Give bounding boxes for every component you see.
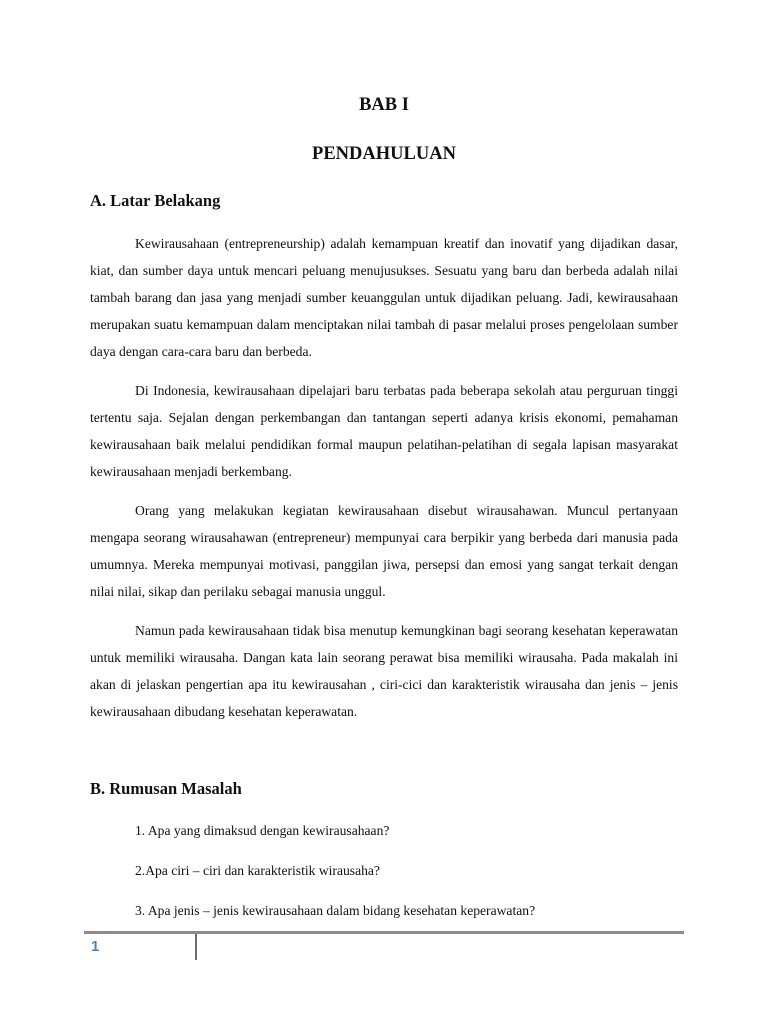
paragraph-1: Kewirausahaan (entrepreneurship) adalah kemampuan kreatif dan inovatif yang dijadikan dasar, kiat, dan sumber daya untuk mencari peluang menujusukses. Sesuatu yang baru dan berbeda adalah nilai tambah barang dan jasa yang menjadi sumber keuanggulan untuk dijadikan peluang. Jadi, kewirausahaan merupakan suatu kemampuan dalam menciptakan nilai tambah di pasar melalui proses pengelolaan sumber daya dengan cara-cara baru dan berbeda. (90, 236, 678, 359)
paragraph-2: Di Indonesia, kewirausahaan dipelajari baru terbatas pada beberapa sekolah atau perguruan tinggi tertentu saja. Sejalan dengan perkembangan dan tantangan seperti adanya krisis ekonomi, pemahaman kewirausahaan baik melalui pendidikan formal maupun pelatihan-pelatihan di segala lapisan masyarakat kewirausahaan menjadi berkembang. (90, 383, 678, 479)
question-item-2: 2.Apa ciri – ciri dan karakteristik wirausaha? (135, 863, 380, 878)
chapter-heading: BAB I (359, 95, 409, 115)
paragraph-4: Namun pada kewirausahaan tidak bisa menutup kemungkinan bagi seorang kesehatan keperawatan untuk memiliki wirausaha. Dangan kata lain seorang perawat bisa memiliki wirausaha. Pada makalah ini akan di jelaskan pengertian apa itu kewirausahan , ciri-cici dan karakteristik wirausaha dan jenis – jenis kewirausahaan dibudang kesehatan keperawatan. (90, 623, 678, 719)
chapter-title: PENDAHULUAN (312, 144, 456, 164)
paragraph-3: Orang yang melakukan kegiatan kewirausahaan disebut wirausahawan. Muncul pertanyaan mengapa seorang wirausahawan (entrepreneur) mempunyai cara berpikir yang berbeda dari manusia pada umumnya. Mereka mempunyai motivasi, panggilan jiwa, persepsi dan emosi yang sangat terkait dengan nilai nilai, sikap dan perilaku sebagai manusia unggul. (90, 503, 678, 599)
footer-divider (195, 934, 197, 960)
section-b-title: B. Rumusan Masalah (90, 779, 242, 798)
footer-rule (84, 931, 684, 934)
page-number: 1 (91, 938, 100, 955)
question-item-3: 3. Apa jenis – jenis kewirausahaan dalam bidang kesehatan keperawatan? (135, 903, 536, 918)
section-a-title: A. Latar Belakang (90, 191, 221, 210)
question-item-1: 1. Apa yang dimaksud dengan kewirausahaan? (135, 823, 390, 838)
